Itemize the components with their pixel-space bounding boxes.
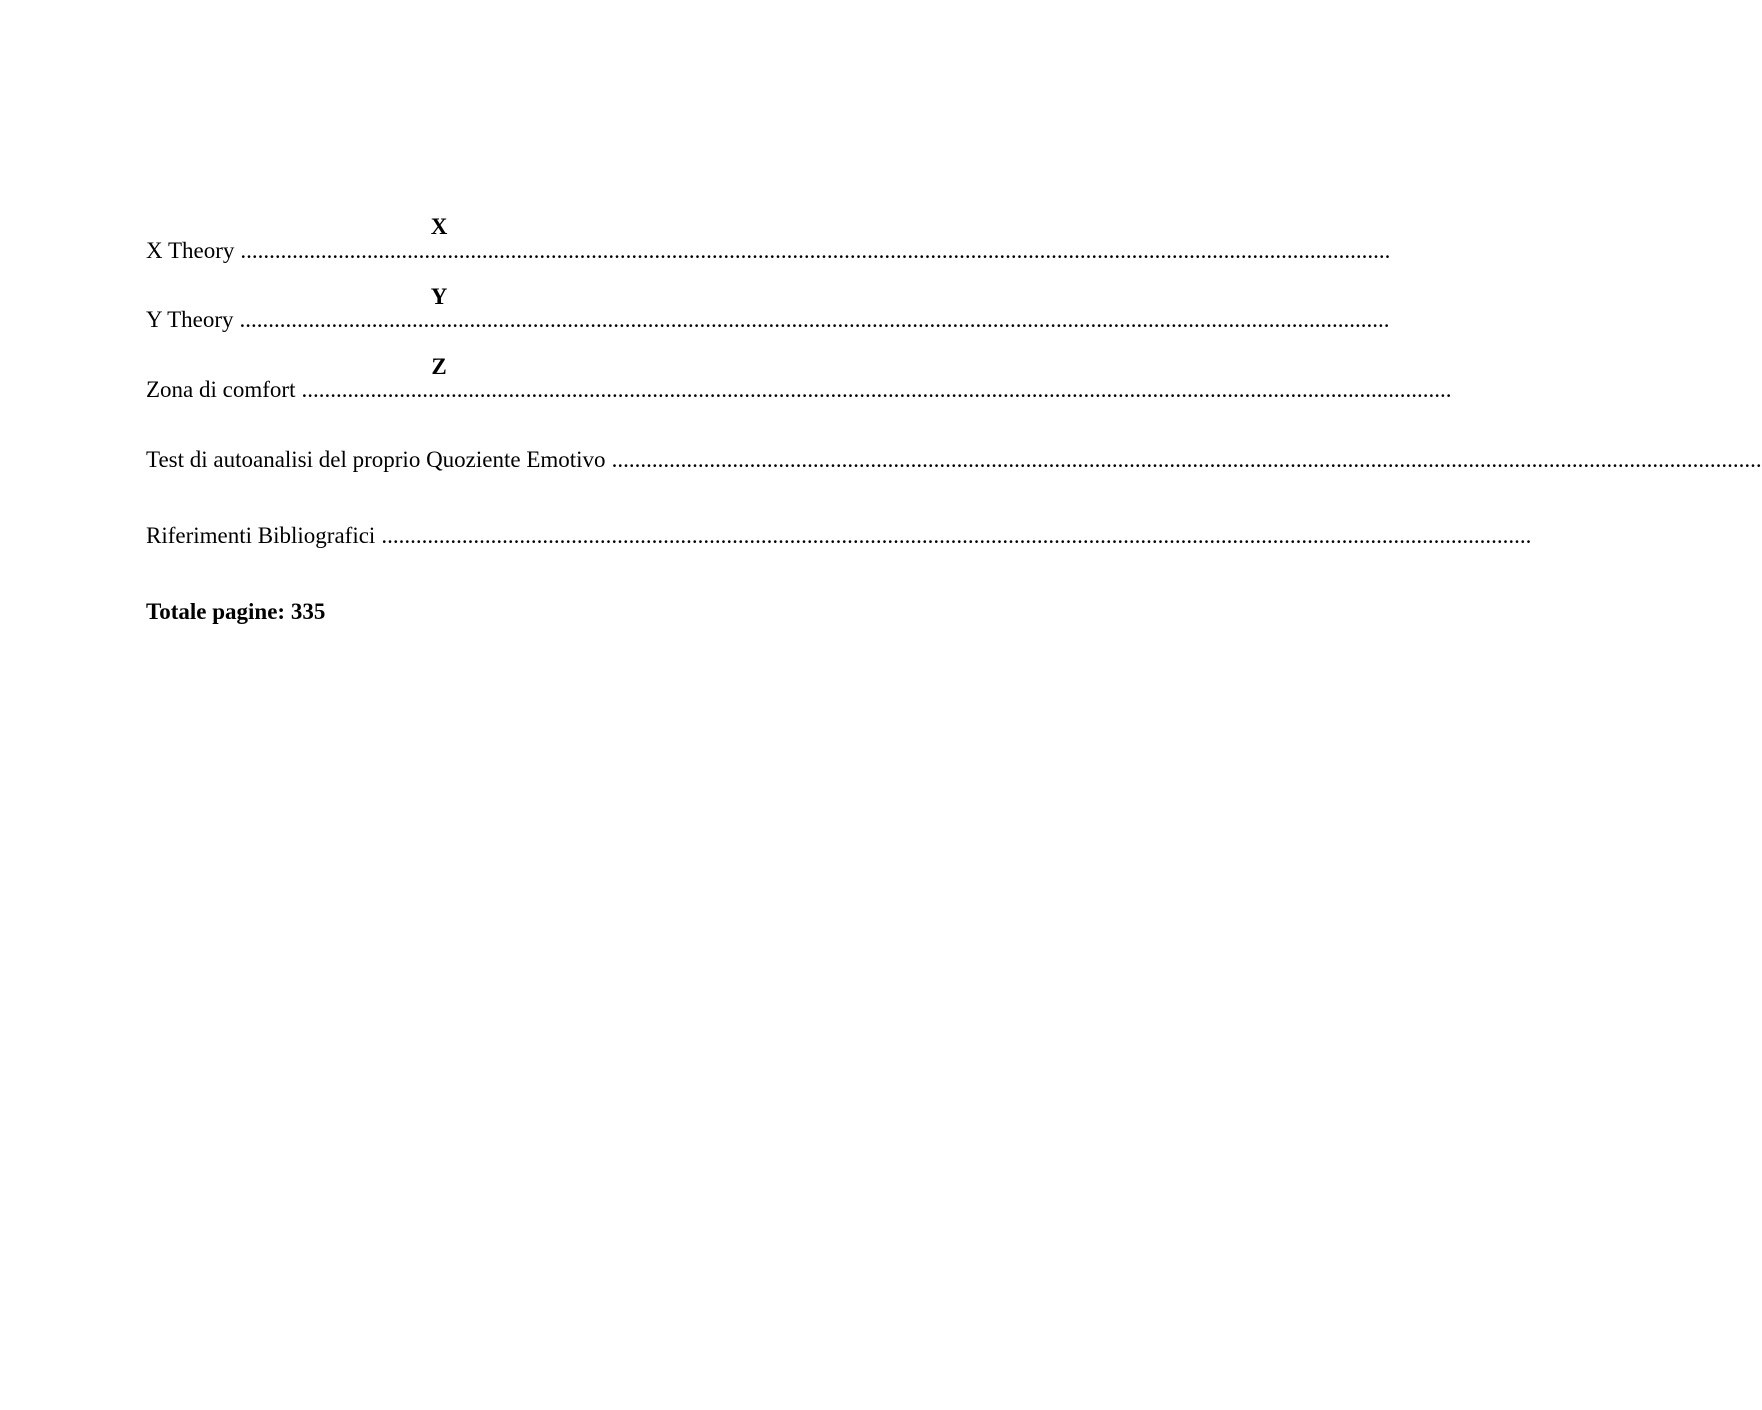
toc-entry bbox=[146, 447, 1762, 473]
section-letter-y: Y bbox=[430, 284, 448, 309]
section-letter-z: Z bbox=[431, 354, 447, 379]
toc-entry bbox=[146, 307, 1390, 333]
dot-leader: ........................................................................................................................................................................................................ bbox=[381, 523, 1532, 548]
toc-entry-label: Y Theory bbox=[146, 307, 234, 332]
toc-entry-label: Test di autoanalisi del proprio Quoziente Emotivo bbox=[146, 447, 606, 472]
toc-entry-label: Zona di comfort bbox=[146, 377, 296, 402]
toc-entry-label: Riferimenti Bibliografici bbox=[146, 523, 376, 548]
dot-leader: ........................................................................................................................................................................................................ bbox=[301, 377, 1452, 402]
dot-leader: ........................................................................................................................................................................................................ bbox=[239, 307, 1390, 332]
dot-leader: ........................................................................................................................................................................................................ bbox=[611, 447, 1762, 472]
toc-entry bbox=[146, 523, 1532, 549]
total-pages: Totale pagine: 335 bbox=[146, 599, 326, 624]
toc-entry bbox=[146, 238, 1391, 264]
dot-leader: ........................................................................................................................................................................................................ bbox=[240, 238, 1391, 263]
toc-entry-label: X Theory bbox=[146, 238, 235, 263]
section-letter-x: X bbox=[430, 214, 448, 239]
toc-entry bbox=[146, 377, 1452, 403]
